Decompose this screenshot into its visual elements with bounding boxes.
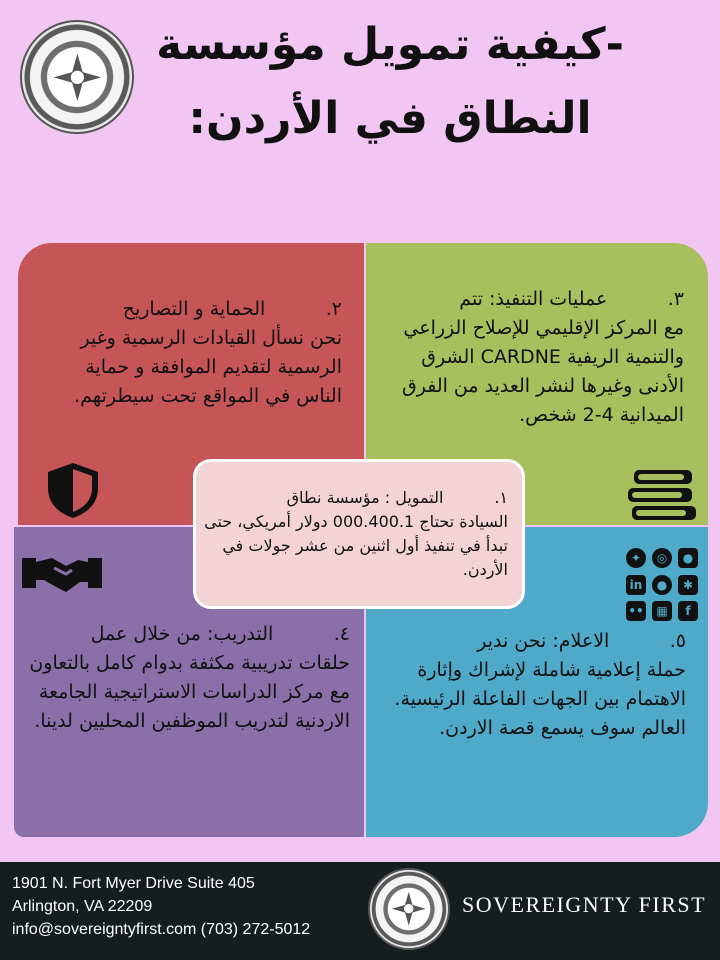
page-title [150,8,630,156]
media-body: حملة إعلامية شاملة لإشراك وإثارة الاهتمام بين الجهات الفاعلة الرئيسية. العالم سوف يسمع قصة الاردن. [394,659,686,739]
linkedin-icon: in [626,575,646,595]
yelp-icon: ✱ [678,575,698,595]
address-line-1: 1901 N. Fort Myer Drive Suite 405 [12,875,255,892]
funding-heading: التمويل : مؤسسة نطاق [286,488,444,507]
operations-number: ٣. [667,288,684,310]
brand-name: SOVEREIGNTY FIRST [462,892,707,917]
operations-text [378,285,684,430]
training-heading: التدريب: من خلال عمل [90,623,274,645]
footer-seal-icon [368,868,450,950]
footer [0,862,720,960]
operations-body: مع المركز الإقليمي للإصلاح الزراعي والتنمية الريفية CARDNE الشرق الأدنى وغيرها لنشر العديد من الفرق الميدانية 4-2 شخص. [401,317,684,426]
protection-number: ٢. [325,298,342,320]
center-funding-box [193,459,525,609]
title-line-1: -كيفية تمويل مؤسسة [156,19,624,70]
shield-icon [40,460,106,520]
protection-text [34,295,342,411]
operations-heading: عمليات التنفيذ: تتم [459,288,608,310]
media-number: ٥. [669,630,686,652]
media-text [370,627,686,743]
training-body: حلقات تدريبية مكثفة بدوام كامل بالتعاون مع مركز الدراسات الاستراتيجية الجامعة الاردنية لتدريب الموظفين المحليين لدينا. [29,652,350,732]
share-icon: ✦ [626,548,646,568]
handshake-icon [22,546,102,598]
address-line-2: Arlington, VA 22209 [12,898,153,915]
training-number: ٤. [333,623,350,645]
title-line-2: النطاق في الأردن: [188,93,592,144]
dribbble-alt-icon: ● [652,575,672,595]
dribbble-icon: ◎ [652,548,672,568]
facebook-icon: f [678,601,698,621]
windows-icon: ▦ [652,601,672,621]
social-media-icons [626,548,700,622]
training-text [14,620,350,736]
funding-number: ١. [494,488,508,507]
funding-text [204,486,508,582]
protection-body: نحن نسأل القيادات الرسمية وغير الرسمية لتقديم الموافقة و حماية الناس في المواقع تحت سيطرتهم. [74,327,342,407]
myspace-icon: ● [678,548,698,568]
books-icon [624,466,700,524]
contact-line: info@sovereigntyfirst.com (703) 272-5012 [12,921,311,938]
seal-emblem-icon [20,20,134,134]
protection-heading: الحماية و التصاريح [122,298,266,320]
flickr-icon: •• [626,601,646,621]
footer-address [12,872,310,941]
funding-body: السيادة تحتاج 000.400.1 دولار أمريكي، حتى تبدأ في تنفيذ أول اثنين من عشر جولات في الأردن. [204,512,508,579]
media-heading: الاعلام: نحن ندير [477,630,610,652]
